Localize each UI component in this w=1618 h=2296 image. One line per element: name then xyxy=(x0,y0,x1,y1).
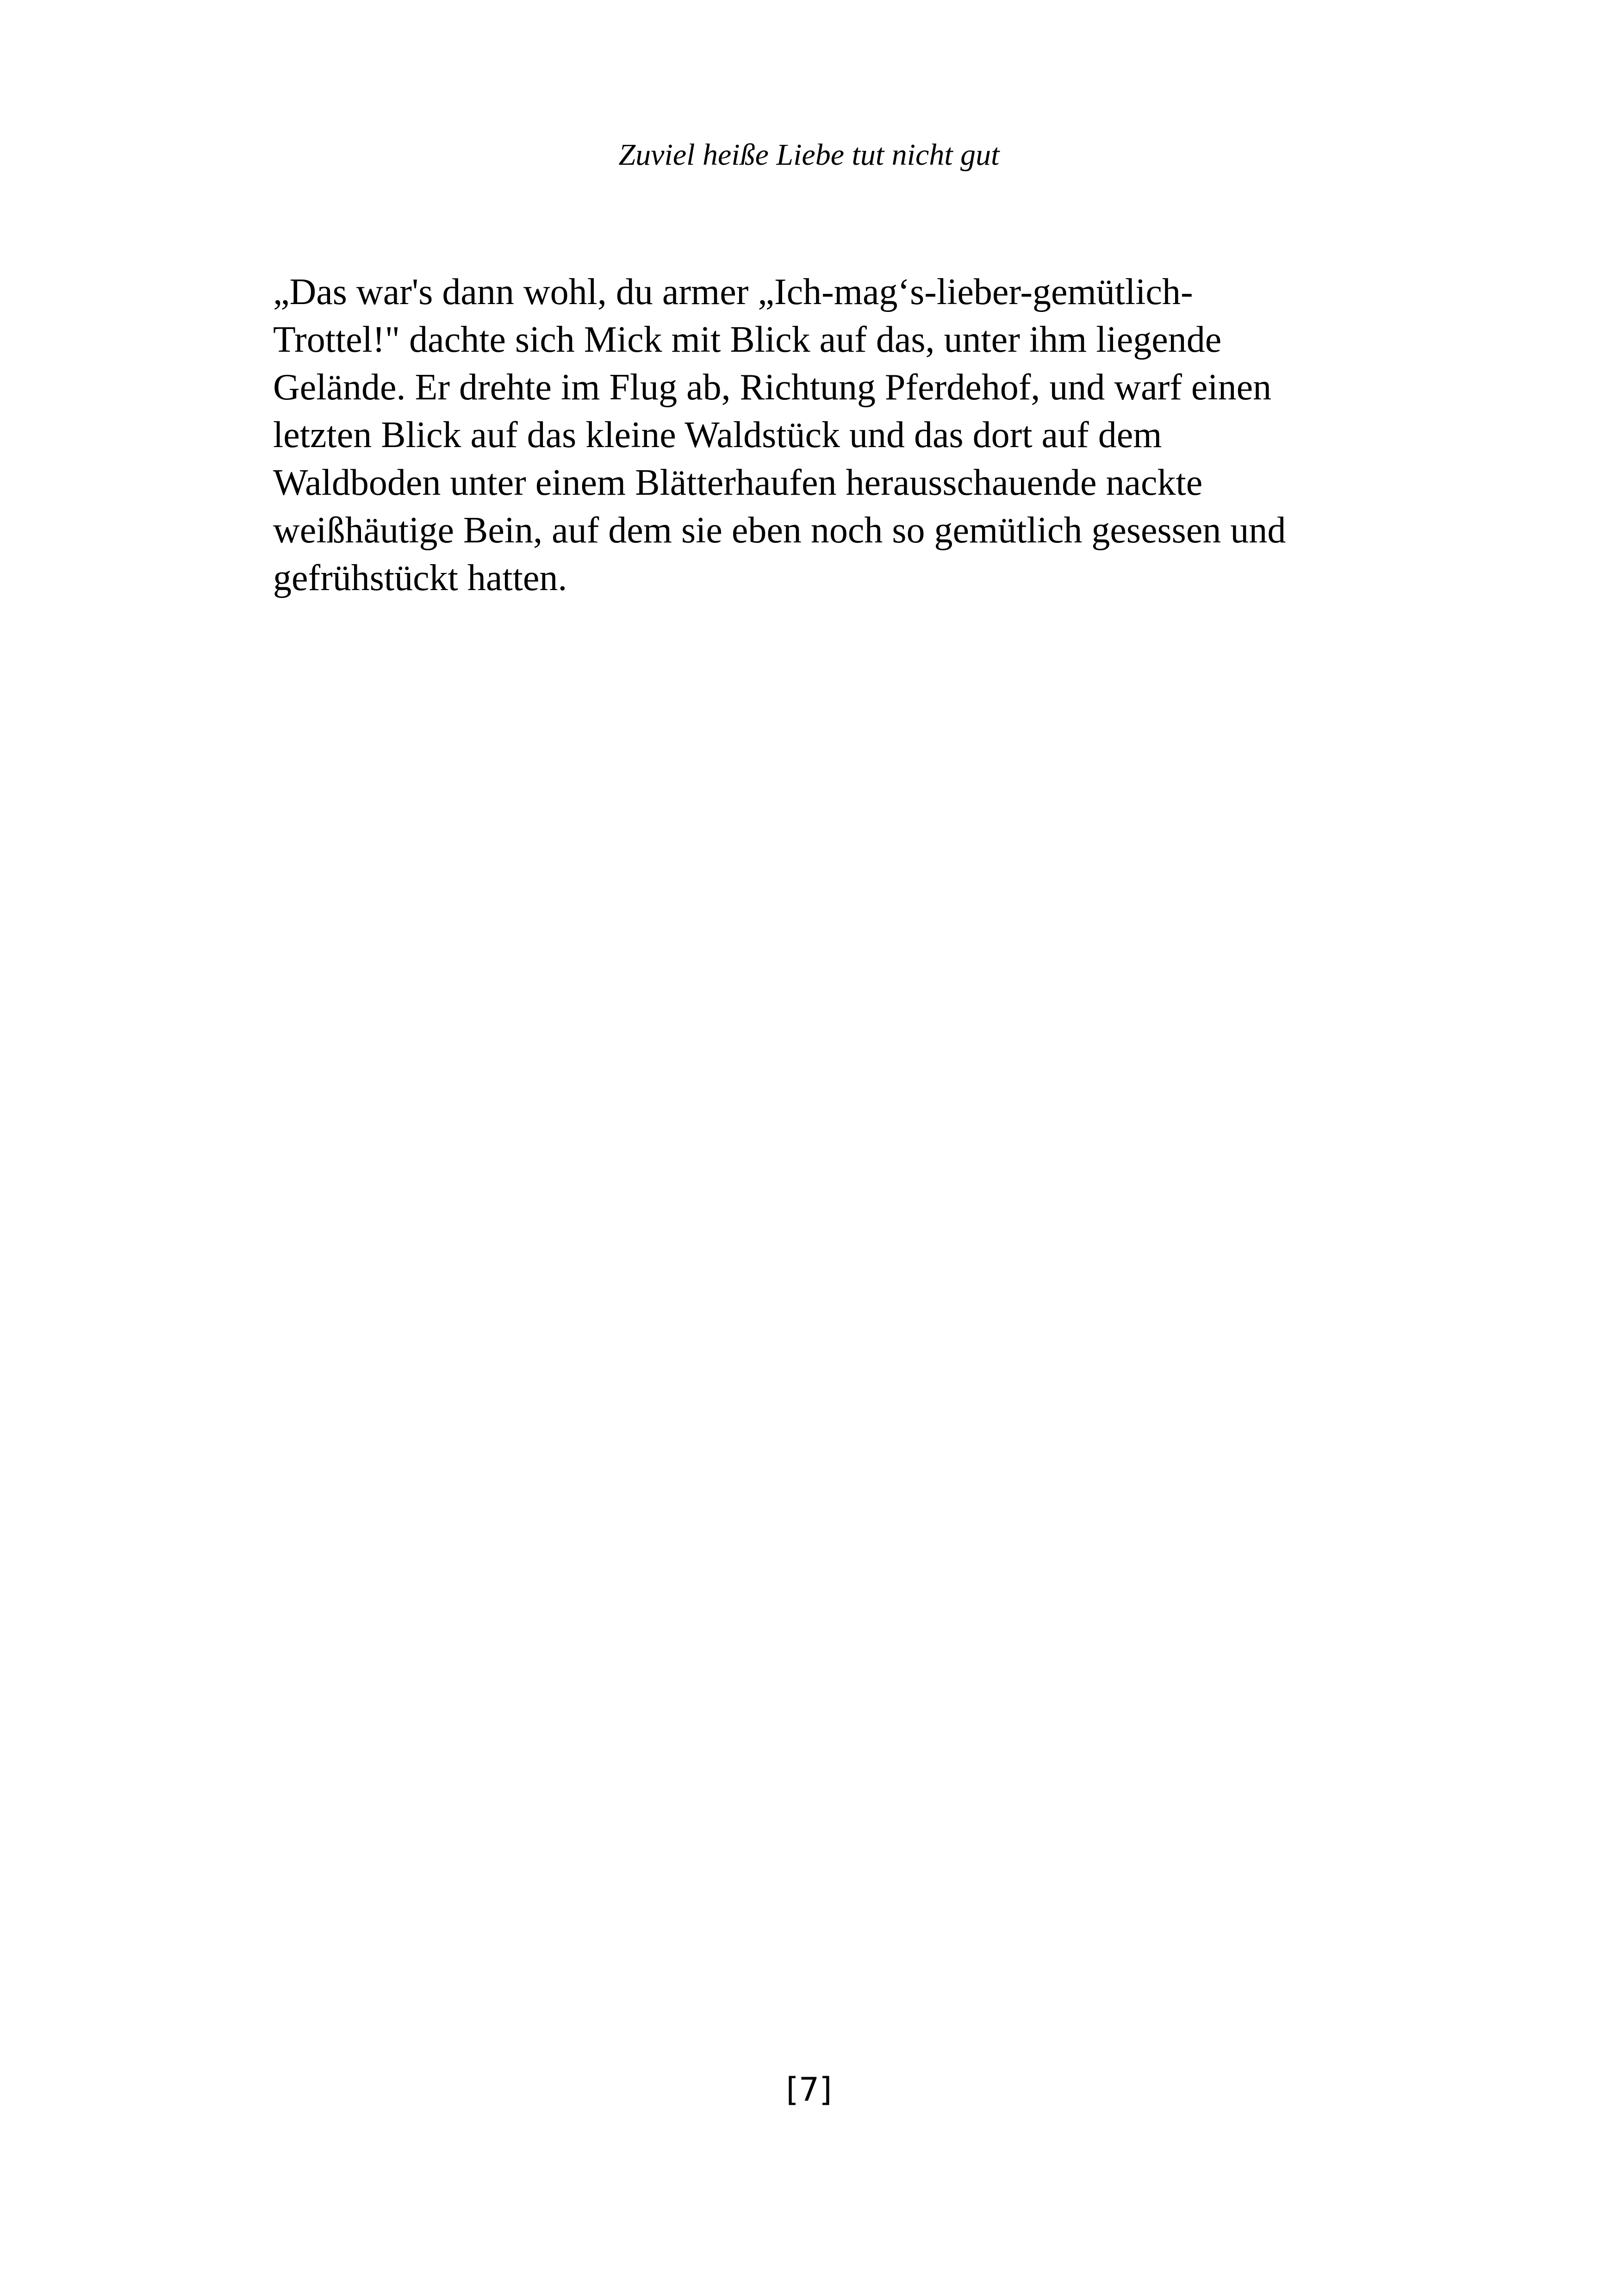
body-line: Waldboden unter einem Blätterhaufen herausschauende nackte xyxy=(273,462,1203,503)
body-line: Trottel!" dachte sich Mick mit Blick auf das, unter ihm liegende xyxy=(273,319,1222,360)
body-paragraph xyxy=(273,268,1351,602)
running-header-title: Zuviel heiße Liebe tut nicht gut xyxy=(618,138,1000,172)
page-number: [7] xyxy=(786,2071,832,2109)
body-line: gefrühstückt hatten. xyxy=(273,558,567,598)
body-line: Gelände. Er drehte im Flug ab, Richtung Pferdehof, und warf einen xyxy=(273,367,1272,408)
body-line: weißhäutige Bein, auf dem sie eben noch so gemütlich gesessen und xyxy=(273,510,1286,551)
body-line: „Das war's dann wohl, du armer „Ich-mag‘s-lieber-gemütlich- xyxy=(273,272,1193,312)
body-line: letzten Blick auf das kleine Waldstück und das dort auf dem xyxy=(273,415,1162,455)
